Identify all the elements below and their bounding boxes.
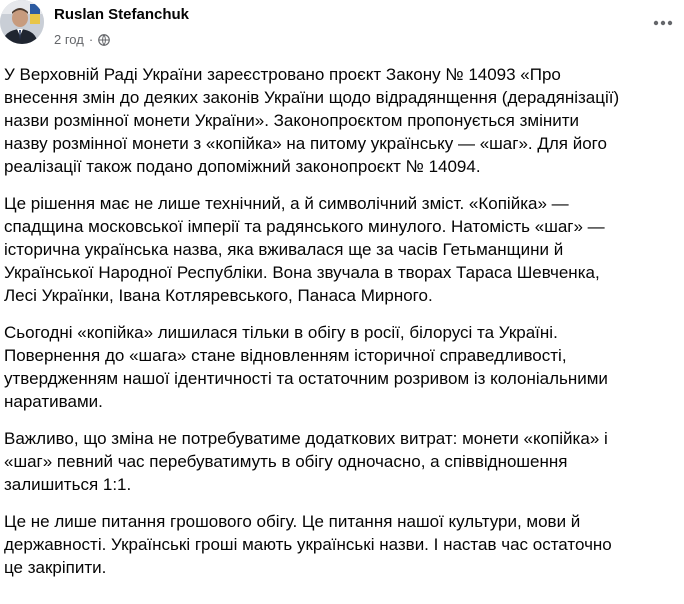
- post-paragraph-5: Це не лише питання грошового обігу. Це питання нашої культури, мови й державності. Українські гроші мають українські назви. І настав час остаточно це закріпити.: [4, 512, 612, 577]
- post-paragraph-3: Сьогодні «копійка» лишилася тільки в обігу в росії, білорусі та Україні. Повернення до «шага» стане відновленням історичної справедливості, утвердженням нашої ідентичності та остаточним розривом із колоніальними наративами.: [4, 323, 608, 411]
- author-avatar[interactable]: [0, 0, 44, 44]
- post-timestamp[interactable]: 2 год: [54, 32, 84, 47]
- globe-icon[interactable]: [98, 34, 110, 46]
- more-horizontal-icon: [653, 20, 673, 26]
- post-body: [4, 63, 680, 579]
- avatar-photo-icon: [0, 0, 44, 44]
- more-options-button[interactable]: [648, 8, 678, 38]
- author-name[interactable]: Ruslan Stefanchuk: [54, 6, 190, 23]
- post-meta: [54, 32, 110, 48]
- meta-separator: ·: [88, 32, 94, 47]
- post-paragraph-4: Важливо, що зміна не потребуватиме додаткових витрат: монети «копійка» і «шаг» певний час перебуватимуть в обігу одночасно, а співвідношення залишиться 1:1.: [4, 429, 608, 494]
- post-paragraph-1: У Верховній Раді України зареєстровано проєкт Закону № 14093 «Про внесення змін до деяких законів України щодо відрадянщення (дерадянізації) назви розмінної монети України». Законопроєктом пропонується змінити назву розмінної монети з «копійка» на питому українську — «шаг». Для його реалізації також подано допоміжний законопроєкт № 14094.: [4, 65, 620, 176]
- post-paragraph-2: Це рішення має не лише технічний, а й символічний зміст. «Копійка» — спадщина московської імперії та радянського минулого. Натомість «шаг» — історична українська назва, яка вживалася ще за часів Гетьманщини й Української Народної Республіки. Вона звучала в творах Тараса Шевченка, Лесі Українки, Івана Котляревського, Панаса Мирного.: [4, 194, 605, 305]
